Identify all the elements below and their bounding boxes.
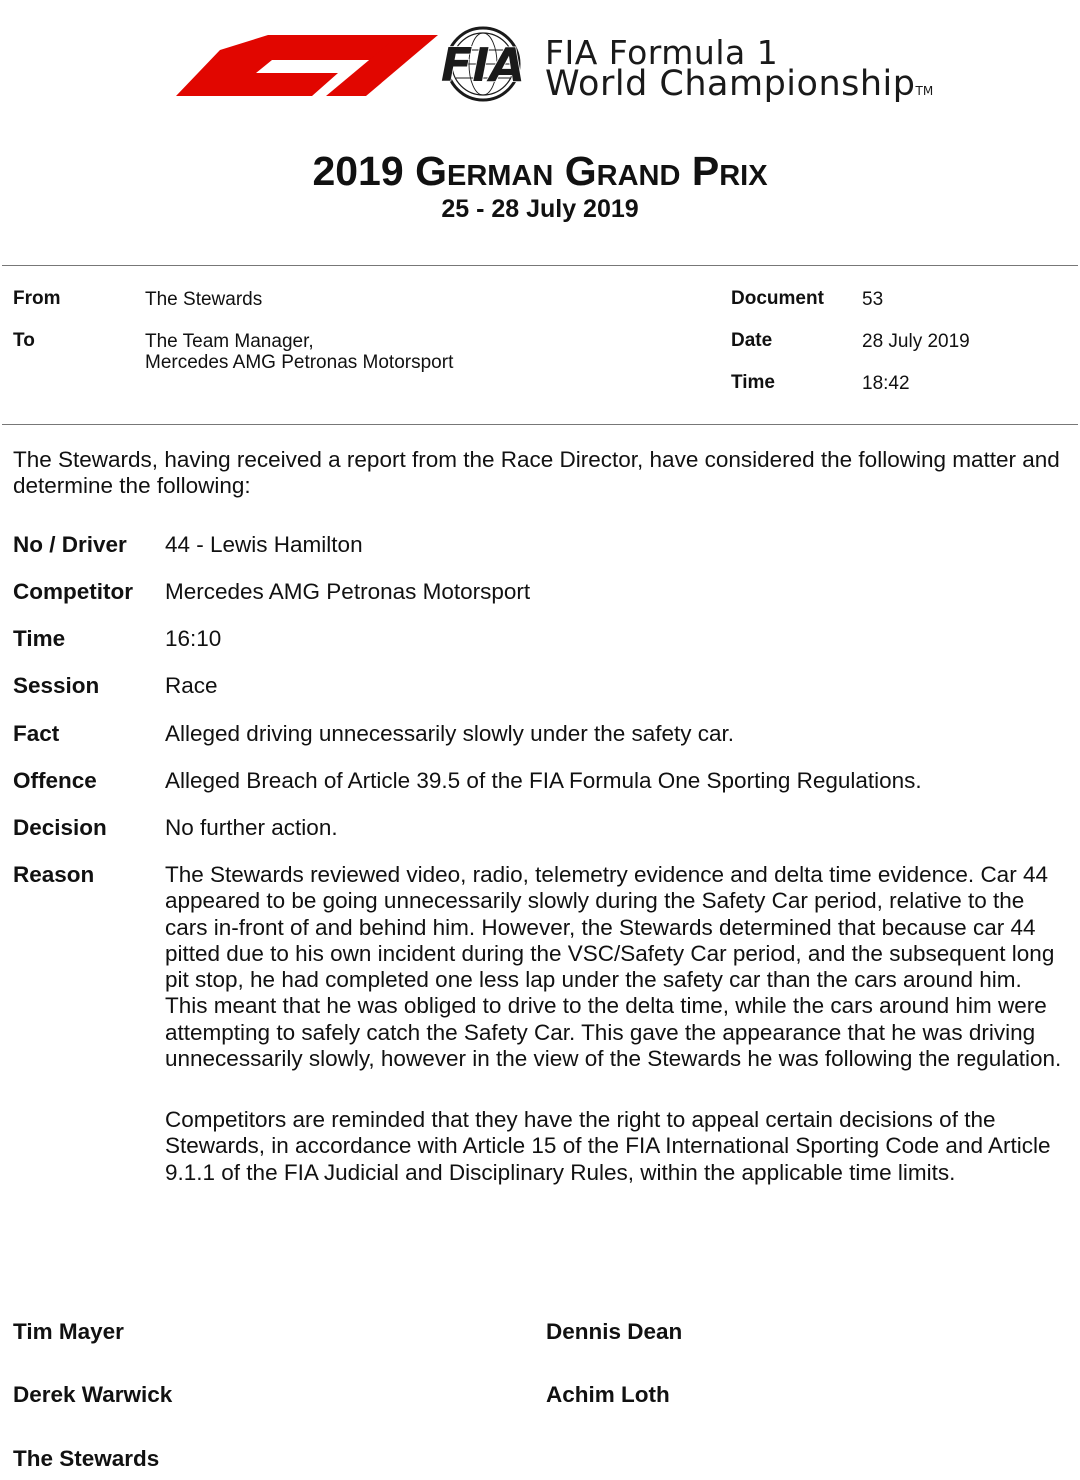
decision-value: No further action. xyxy=(165,815,338,840)
driver-label: No / Driver xyxy=(13,532,127,557)
from-label: From xyxy=(13,288,61,309)
to-value-line-2: Mercedes AMG Petronas Motorsport xyxy=(145,352,454,373)
fia-logo-text: FIA xyxy=(440,38,526,92)
intro-text: The Stewards, having received a report from the Race Director, have considered the following matter and determine the following: xyxy=(13,447,1060,498)
date-label: Date xyxy=(731,330,773,351)
event-dates: 25 - 28 July 2019 xyxy=(441,195,639,223)
time-value: 18:42 xyxy=(862,373,910,394)
divider-top xyxy=(2,265,1078,266)
title-word-2-rest: rand xyxy=(596,148,681,194)
stewards-footer: The Stewards xyxy=(13,1446,160,1471)
to-label: To xyxy=(13,330,35,351)
title-word-1-rest: erman xyxy=(446,148,554,194)
title-year: 2019 xyxy=(312,148,404,194)
session-label: Session xyxy=(13,673,100,698)
document-value: 53 xyxy=(862,289,884,310)
title-word-3-initial: P xyxy=(691,148,720,194)
title-word-1-initial: G xyxy=(415,148,447,194)
brand-line-2-text: World Championship xyxy=(545,64,916,104)
from-value: The Stewards xyxy=(145,289,263,310)
steward-name-2: Dennis Dean xyxy=(546,1319,683,1344)
brand-line-1: FIA Formula 1 xyxy=(545,33,779,72)
competitor-label: Competitor xyxy=(13,579,133,604)
competitor-value: Mercedes AMG Petronas Motorsport xyxy=(165,579,531,604)
offence-value: Alleged Breach of Article 39.5 of the FIA Formula One Sporting Regulations. xyxy=(165,768,922,793)
fact-label: Fact xyxy=(13,721,60,746)
steward-name-4: Achim Loth xyxy=(546,1382,670,1407)
trademark-mark: TM xyxy=(915,84,934,98)
title-word-2-initial: G xyxy=(564,148,597,194)
fact-value: Alleged driving unnecessarily slowly under the safety car. xyxy=(165,721,735,746)
fia-logo xyxy=(428,26,538,102)
decision-label: Decision xyxy=(13,815,107,840)
incident-time-value: 16:10 xyxy=(165,626,222,651)
title-word-1 xyxy=(415,148,553,194)
title-word-3-rest: rix xyxy=(719,148,768,194)
reason-label: Reason xyxy=(13,862,95,887)
f1-logo xyxy=(176,30,438,98)
to-value-line-1: The Team Manager, xyxy=(145,331,314,352)
reason-paragraph-1: The Stewards reviewed video, radio, telemetry evidence and delta time evidence. Car 44 appeared to be going unnecessarily slowly during the Safety Car period, relative to the cars in-front of and behind him. However, the Stewards determined that because car 44 pitted due to his own incident during the VSC/Safety Car period, and the subsequent long pit stop, he had completed one less lap under the safety car than the cars around him. This meant that he was obliged to drive to the delta time, while the cars around him were attempting to safely catch the Safety Car. This gave the appearance that he was driving unnecessarily slowly, however in the view of the Stewards he was following the regulation. xyxy=(165,862,1062,1072)
offence-label: Offence xyxy=(13,768,97,793)
date-value: 28 July 2019 xyxy=(862,331,970,352)
reason-paragraph-2: Competitors are reminded that they have the right to appeal certain decisions of the Stewards, in accordance with Article 15 of the FIA International Sporting Code and Article 9.1.1 of the FIA Judicial and Disciplinary Rules, within the applicable time limits. xyxy=(165,1107,1051,1185)
steward-name-3: Derek Warwick xyxy=(13,1382,173,1407)
steward-name-1: Tim Mayer xyxy=(13,1319,124,1344)
time-label: Time xyxy=(731,372,776,393)
divider-bottom xyxy=(2,424,1078,425)
session-value: Race xyxy=(165,673,218,698)
event-title xyxy=(0,148,1080,195)
brand-line-2 xyxy=(545,64,933,104)
driver-value: 44 - Lewis Hamilton xyxy=(165,532,363,557)
incident-time-label: Time xyxy=(13,626,66,651)
document-label: Document xyxy=(731,288,824,309)
title-word-3 xyxy=(692,148,768,194)
title-word-2 xyxy=(565,148,681,194)
